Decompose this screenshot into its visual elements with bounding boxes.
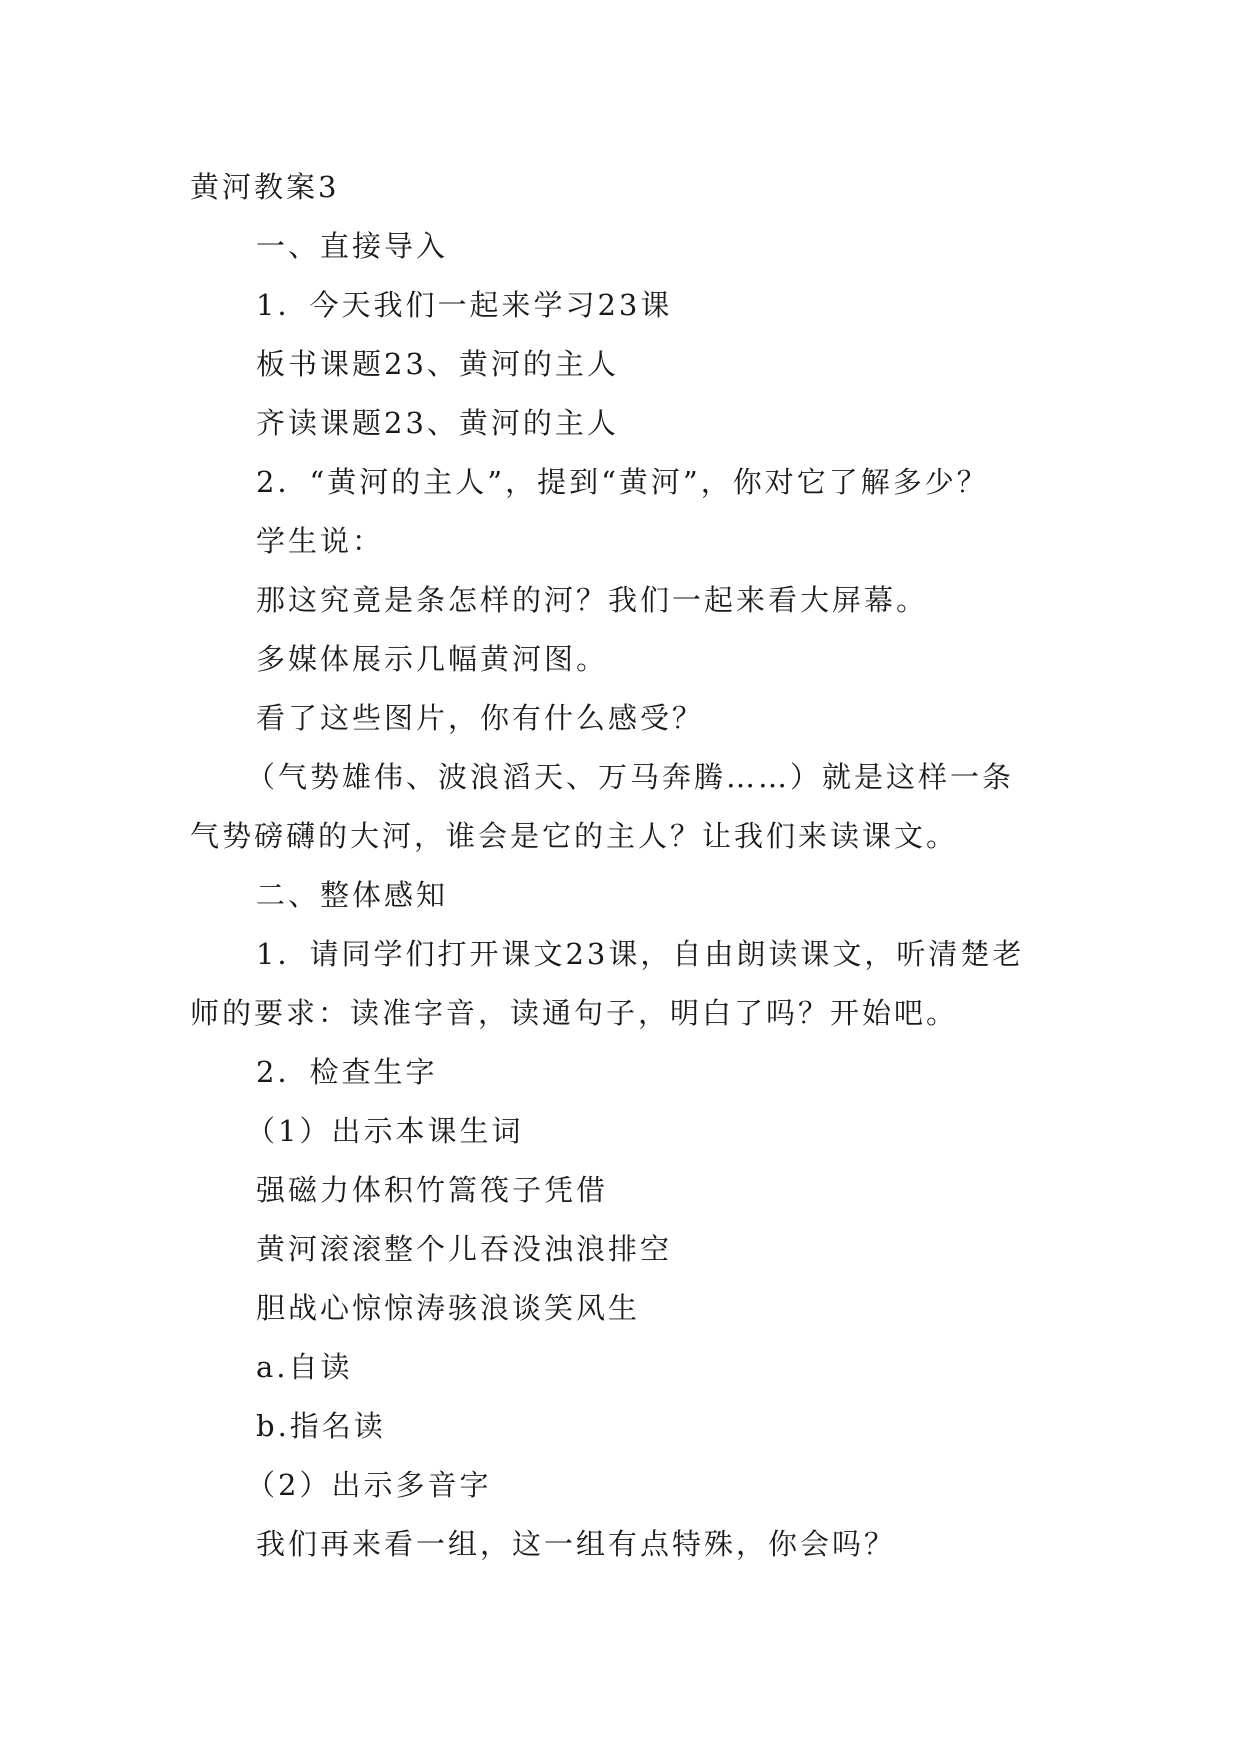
paragraph: 那这究竟是条怎样的河？我们一起来看大屏幕。 (256, 583, 929, 617)
paragraph: 看了这些图片，你有什么感受？ (256, 701, 705, 735)
paragraph: 2．“黄河的主人”，提到“黄河”，你对它了解多少？ (256, 465, 989, 499)
document-body (190, 158, 1070, 1574)
vocabulary-line: 胆战心惊惊涛骇浪谈笑风生 (256, 1291, 641, 1325)
document-title: 黄河教案3 (190, 170, 340, 204)
section-heading: 一、直接导入 (256, 229, 449, 263)
paragraph: 1．请同学们打开课文23课，自由朗读课文，听清楚老 (256, 937, 1025, 971)
paragraph-continuation: 师的要求：读准字音，读通句子，明白了吗？开始吧。 (190, 996, 959, 1030)
list-item: a.自读 (256, 1350, 353, 1384)
paragraph: 学生说： (256, 524, 385, 558)
vocabulary-line: 强磁力体积竹篙筏子凭借 (256, 1173, 609, 1207)
paragraph: （2）出示多音字 (246, 1468, 492, 1502)
paragraph-continuation: 气势磅礴的大河，谁会是它的主人？让我们来读课文。 (190, 819, 959, 853)
paragraph: （气势雄伟、波浪滔天、万马奔腾……）就是这样一条 (246, 760, 1015, 794)
section-heading: 二、整体感知 (256, 878, 449, 912)
paragraph: 2．检查生字 (256, 1055, 438, 1089)
paragraph: 多媒体展示几幅黄河图。 (256, 642, 609, 676)
paragraph: 我们再来看一组，这一组有点特殊，你会吗？ (256, 1527, 897, 1561)
paragraph: 板书课题23、黄河的主人 (256, 347, 619, 381)
paragraph: （1）出示本课生词 (246, 1114, 524, 1148)
paragraph: 齐读课题23、黄河的主人 (256, 406, 619, 440)
list-item: b.指名读 (256, 1409, 386, 1443)
vocabulary-line: 黄河滚滚整个儿吞没浊浪排空 (256, 1232, 673, 1266)
paragraph: 1．今天我们一起来学习23课 (256, 288, 673, 322)
